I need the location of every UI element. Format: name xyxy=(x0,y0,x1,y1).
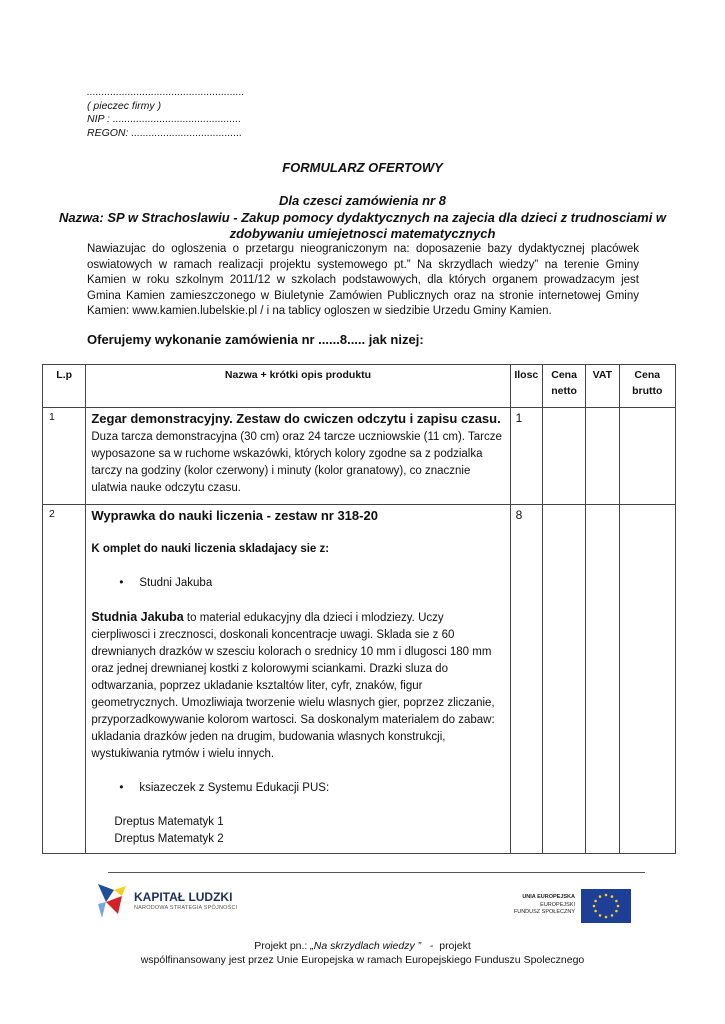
row2-studnia-desc xyxy=(91,609,504,763)
order-name-line1: Nazwa: SP w Strachoslawiu - Zakup pomocy dydaktycznych na zajecia dla dzieci z trudnosciami w xyxy=(58,210,667,225)
row2-subtitle: K omplet do nauki liczenia skladajacy sie z: xyxy=(91,543,330,555)
kapital-ludzki-emblem-icon xyxy=(96,880,130,920)
row2-bullet-books: • ksiazeczek z Systemu Edukacji PUS: xyxy=(91,780,504,797)
eu-flag-icon xyxy=(581,889,631,923)
row2-lp: 2 xyxy=(43,505,86,854)
row2-title: Wyprawka do nauki liczenia - zestaw nr 318-20 xyxy=(91,508,378,523)
footer-suffix: - projekt xyxy=(421,940,471,952)
intro-paragraph: Nawiazujac do ogloszenia o przetargu nieograniczonym na: doposazenie bazy dydaktycznej placówek oswiatowych w ramach realizacji projektu systemowego pt.” Na skrzydlach wiedzy” na terenie Gminy Kamien w roku szkolnym 2011/12 w szkolach podstawowych, dla których organem prowadzacym jest Gmina Kamien zamieszczonego w Biuletynie Zamówien Publicznych oraz na stronie internetowej Gminy Kamien: www.kamien.lubelskie.pl / i na tablicy ogloszen w siedzibie Urzedu Gminy Kamien. xyxy=(87,243,639,317)
nip-field: NIP : ............................................ xyxy=(87,113,242,125)
row1-gross[interactable] xyxy=(619,408,676,505)
row1-net[interactable] xyxy=(542,408,585,505)
offer-heading: Oferujemy wykonanie zamówienia nr ......8..... jak nizej: xyxy=(87,332,424,347)
offer-table xyxy=(42,364,676,854)
order-part: Dla czesci zamówienia nr 8 xyxy=(279,193,446,208)
eu-line1: UNIA EUROPEJSKA xyxy=(522,894,575,900)
row1-vat[interactable] xyxy=(586,408,619,505)
row2-gross[interactable] xyxy=(619,505,676,854)
header-net: Cena netto xyxy=(542,365,585,408)
footer-divider xyxy=(108,872,645,873)
row2-bullet-studnia: • Studni Jakuba xyxy=(91,575,504,592)
eu-text xyxy=(507,894,575,917)
regon-field: REGON: ...................................... xyxy=(87,126,243,139)
row1-qty: 1 xyxy=(510,408,542,505)
eu-logo xyxy=(507,888,633,924)
row1-title: Zegar demonstracyjny. Zestaw do cwiczen odczytu i zapisu czasu. xyxy=(91,411,501,426)
eu-line3: FUNDUSZ SPOŁECZNY xyxy=(513,909,575,915)
kapital-ludzki-logo xyxy=(96,880,246,920)
table-header-row xyxy=(43,365,676,408)
eu-line2: EUROPEJSKI xyxy=(540,901,575,908)
row2-qty: 8 xyxy=(510,505,542,854)
header-vat: VAT xyxy=(586,365,619,408)
row2-desc: to material edukacyjny dla dzieci i mlodziezy. Uczy cierpliwosci i zrecznosci, doskonali koncentracje uwagi. Sklada sie z 60 drewnianych drazków w szesciu kolorach o srednicy 10 mm i dlugosci 180 mm oraz jednej drewnianej kostki z kolorowymi sciankami. Drazki sluza do odtwarzania, poprzez ukladanie ksztaltów liter, cyfr, znaków, figur geometrycznych. Umozliwiaja tworzenie wielu wlasnych gier, poprzez zliczanie, przyporzadkowywanie kolorom wartosci. Sa doskonalym materialem do zabaw: ukladania drazków jeden na drugim, budowania wlasnych konstrukcji, wystukiwania rytmów i wielu innych. xyxy=(91,612,495,760)
table-row xyxy=(43,408,676,505)
row2-lead: Studnia Jakuba xyxy=(91,610,184,624)
order-name-line2: zdobywaniu umiejetnosci matematycznych xyxy=(229,226,496,241)
row2-description xyxy=(86,505,510,854)
table-row xyxy=(43,505,676,854)
footer-project-line xyxy=(0,940,725,952)
kl-subtitle: NARODOWA STRATEGIA SPÓJNOŚCI xyxy=(134,905,238,911)
kl-title: KAPITAŁ LUDZKI xyxy=(134,890,233,904)
row1-description xyxy=(86,408,510,505)
footer-prefix: Projekt pn.: xyxy=(254,940,311,952)
stamp-label: ( pieczec firmy ) xyxy=(87,99,162,112)
company-stamp-block xyxy=(87,86,245,140)
row2-vat[interactable] xyxy=(586,505,619,854)
row1-lp: 1 xyxy=(43,408,86,505)
stamp-dots: ...................................................... xyxy=(87,86,245,98)
header-qty: Ilosc xyxy=(510,365,542,408)
header-gross: Cena brutto xyxy=(619,365,676,408)
form-title: FORMULARZ OFERTOWY xyxy=(282,160,443,175)
header-name: Nazwa + krótki opis produktu xyxy=(86,365,510,408)
header-lp: L.p xyxy=(43,365,86,408)
footer-project-name: „Na skrzydlach wiedzy ” xyxy=(310,940,422,952)
row2-net[interactable] xyxy=(542,505,585,854)
row1-desc: Duza tarcza demonstracyjna (30 cm) oraz 24 tarcze uczniowskie (11 cm). Tarcze wyposazone sa w ruchome wskazówki, których kolory zgodne sa z podzialka tarczy na godziny (kolor czerwony) i minuty (kolor granatowy), co znacznie ulatwia nauke odczytu czasu. xyxy=(91,431,502,494)
row2-book1: Dreptus Matematyk 1 xyxy=(114,816,224,828)
footer-cofinancing-line: wspólfinansowany jest przez Unie Europejska w ramach Europejskiego Funduszu Spolecznego xyxy=(140,954,585,966)
row2-book2: Dreptus Matematyk 2 xyxy=(114,833,224,845)
